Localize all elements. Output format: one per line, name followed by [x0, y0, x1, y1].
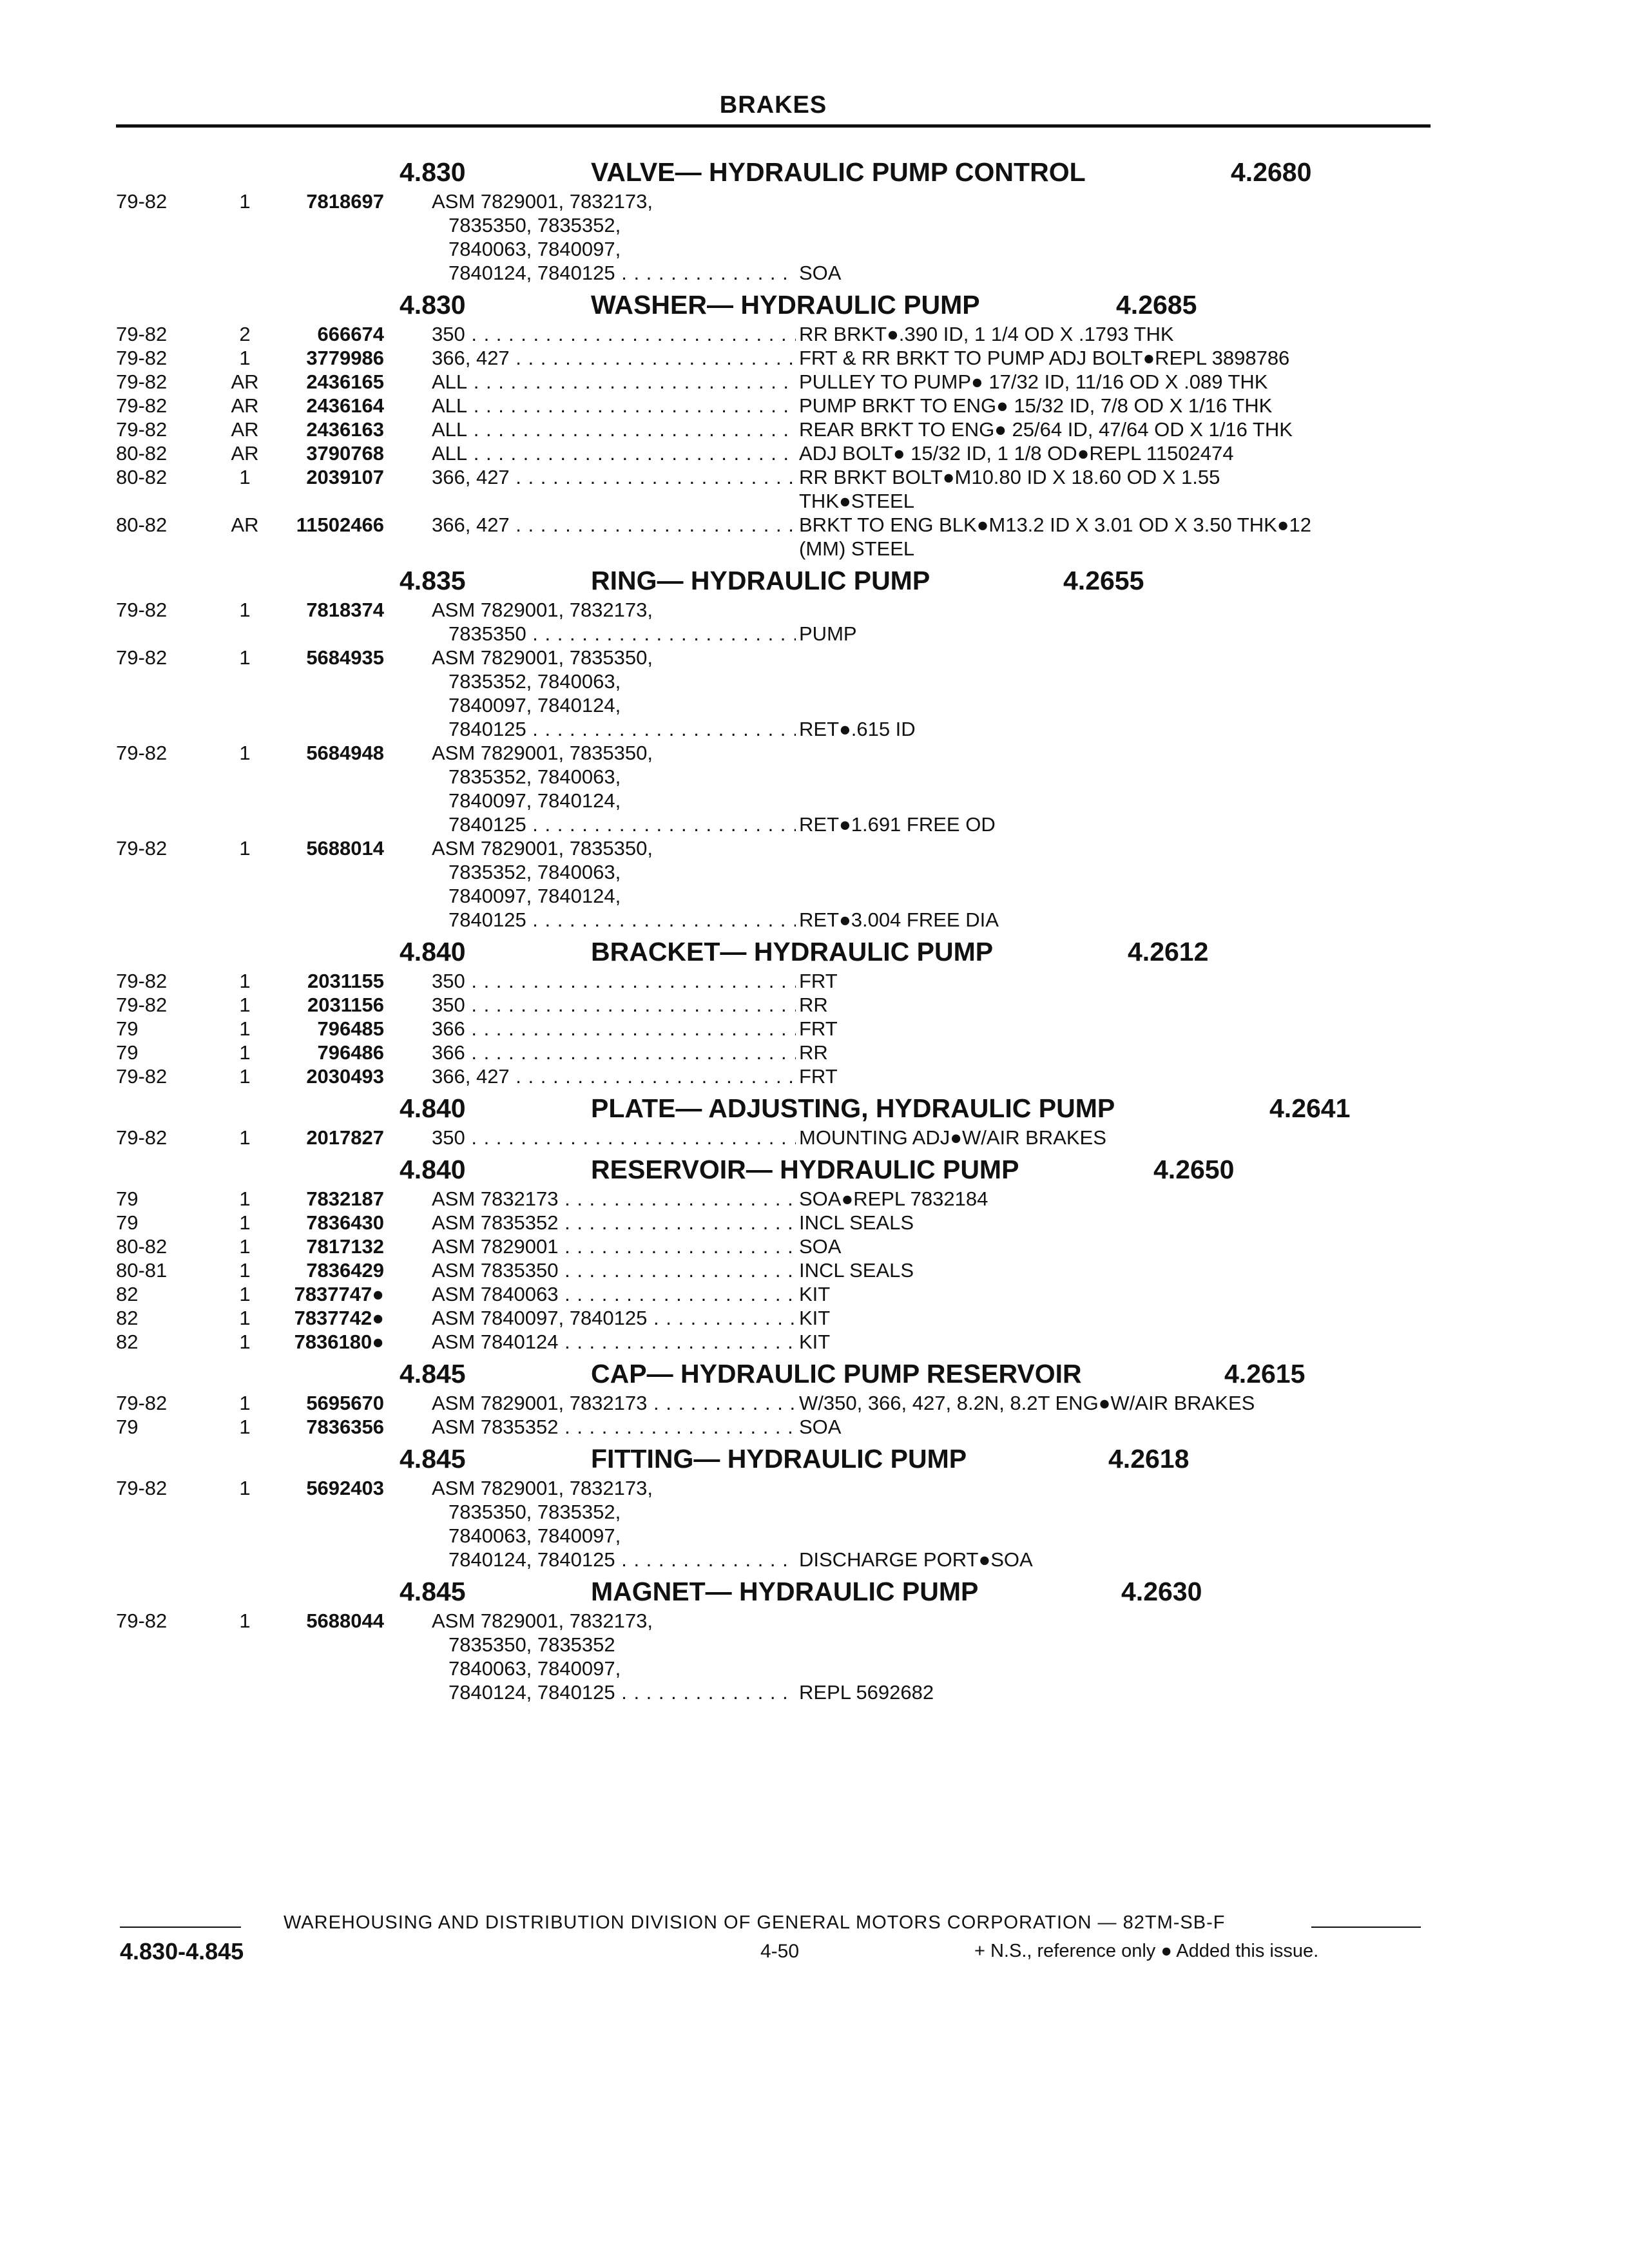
- usage-line: 7840125 . . .: [432, 717, 796, 741]
- model-years: 80-81: [116, 1259, 168, 1282]
- usage-block: [432, 346, 796, 370]
- parts-list: [116, 152, 1456, 1704]
- usage-block: [432, 1126, 796, 1149]
- description: FRT: [799, 1065, 838, 1088]
- usage-line: 7840097, 7840124,: [448, 885, 621, 907]
- usage-block: [432, 598, 796, 646]
- usage-block: [432, 836, 796, 932]
- quantity: 1: [239, 994, 251, 1016]
- part-row: [116, 441, 1456, 465]
- description: RET●.615 ID: [799, 718, 916, 740]
- section-name: CAP— HYDRAULIC PUMP RESERVOIR: [591, 1359, 1082, 1389]
- usage-block: [432, 1211, 796, 1235]
- model-years: 79: [116, 1416, 139, 1438]
- model-years: 79-82: [116, 970, 168, 992]
- usage-line: ASM 7835352 . . .: [432, 1415, 796, 1439]
- part-row: [116, 1258, 1456, 1282]
- model-years: 80-82: [116, 514, 168, 536]
- model-years: 79: [116, 1211, 139, 1234]
- usage-line: 366, 427 . . .: [432, 513, 796, 537]
- part-number: 796486: [317, 1041, 384, 1064]
- quantity: 1: [239, 1211, 251, 1234]
- section-reference: 4.2618: [1108, 1444, 1190, 1474]
- description: SOA●REPL 7832184: [799, 1187, 988, 1210]
- quantity: AR: [231, 442, 259, 465]
- footer-organization: WAREHOUSING AND DISTRIBUTION DIVISION OF GENERAL MOTORS CORPORATION — 82TM-SB-F: [284, 1912, 1226, 1933]
- usage-block: [432, 969, 796, 993]
- usage-line: 366, 427 . . .: [432, 465, 796, 489]
- part-number: 2436165: [306, 370, 384, 393]
- section-code: 4.845: [400, 1359, 466, 1389]
- model-years: 80-82: [116, 442, 168, 465]
- usage-line: 7840125 . . .: [432, 812, 796, 836]
- usage-line: 350 . . .: [432, 993, 796, 1017]
- part-number: 7818697: [306, 190, 384, 213]
- page-title: BRAKES: [719, 91, 827, 119]
- section-name: MAGNET— HYDRAULIC PUMP: [591, 1577, 979, 1606]
- part-number: 5684948: [306, 742, 384, 764]
- usage-line: 7840124, 7840125 . . .: [432, 261, 796, 285]
- part-number: 5695670: [306, 1392, 384, 1414]
- part-row: [116, 1391, 1456, 1415]
- part-row: [116, 1187, 1456, 1211]
- usage-line: 7840097, 7840124,: [448, 789, 621, 812]
- usage-line: 7840063, 7840097,: [448, 1657, 621, 1680]
- usage-line: ASM 7832173 . . .: [432, 1187, 796, 1211]
- model-years: 79-82: [116, 347, 168, 369]
- part-row: [116, 646, 1456, 741]
- description: RR BRKT●.390 ID, 1 1/4 OD X .1793 THK: [799, 323, 1174, 345]
- usage-line: ASM 7835352 . . .: [432, 1211, 796, 1235]
- model-years: 80-82: [116, 1235, 168, 1258]
- part-number: 2436163: [306, 418, 384, 441]
- usage-block: [432, 1064, 796, 1088]
- usage-line: ASM 7829001, 7832173,: [432, 599, 653, 621]
- quantity: 1: [239, 1610, 251, 1632]
- quantity: AR: [231, 394, 259, 417]
- section-header: [116, 290, 1456, 322]
- usage-block: [432, 1017, 796, 1041]
- quantity: 2: [239, 323, 251, 345]
- usage-line: 350 . . .: [432, 322, 796, 346]
- model-years: 82: [116, 1331, 139, 1353]
- section-header: [116, 1155, 1456, 1187]
- part-number: 11502466: [296, 514, 384, 536]
- model-years: 79-82: [116, 646, 168, 669]
- usage-line: ASM 7829001, 7835350,: [432, 742, 653, 764]
- part-row: [116, 1126, 1456, 1149]
- section-header: [116, 1577, 1456, 1609]
- section-name: FITTING— HYDRAULIC PUMP: [591, 1444, 967, 1474]
- part-row: [116, 836, 1456, 932]
- usage-block: [432, 441, 796, 465]
- part-row: [116, 370, 1456, 394]
- section-code: 4.840: [400, 1155, 466, 1184]
- model-years: 79-82: [116, 1392, 168, 1414]
- section-reference: 4.2630: [1121, 1577, 1202, 1606]
- model-years: 79-82: [116, 323, 168, 345]
- part-number: 3790768: [306, 442, 384, 465]
- part-row: [116, 741, 1456, 836]
- description: W/350, 366, 427, 8.2N, 8.2T ENG●W/AIR BRAKES: [799, 1392, 1255, 1414]
- part-number: 3779986: [306, 347, 384, 369]
- section-name: VALVE— HYDRAULIC PUMP CONTROL: [591, 157, 1086, 187]
- usage-block: [432, 1609, 796, 1704]
- description: RR BRKT BOLT●M10.80 ID X 18.60 OD X 1.55 THK●STEEL: [799, 466, 1220, 512]
- model-years: 79-82: [116, 1065, 168, 1088]
- part-number: 7832187: [306, 1187, 384, 1210]
- part-number: 796485: [317, 1017, 384, 1040]
- part-row: [116, 394, 1456, 418]
- description: RR: [799, 1041, 828, 1064]
- usage-block: [432, 322, 796, 346]
- part-row: [116, 1476, 1456, 1571]
- usage-block: [432, 1041, 796, 1064]
- usage-line: 7835352, 7840063,: [448, 670, 621, 693]
- description: KIT: [799, 1331, 831, 1353]
- usage-line: 7840097, 7840124,: [448, 694, 621, 716]
- model-years: 79-82: [116, 994, 168, 1016]
- part-number: 5688014: [306, 837, 384, 860]
- section-code: 4.845: [400, 1577, 466, 1606]
- part-number: 2436164: [306, 394, 384, 417]
- footer-rule-left: [120, 1927, 241, 1928]
- description: KIT: [799, 1283, 831, 1305]
- quantity: 1: [239, 1283, 251, 1305]
- part-row: [116, 465, 1456, 513]
- model-years: 79-82: [116, 418, 168, 441]
- section-reference: 4.2685: [1116, 290, 1197, 320]
- part-number: 7817132: [306, 1235, 384, 1258]
- usage-line: 7840063, 7840097,: [448, 1524, 621, 1547]
- usage-line: 366 . . .: [432, 1041, 796, 1064]
- usage-block: [432, 418, 796, 441]
- model-years: 79-82: [116, 1477, 168, 1499]
- model-years: 79: [116, 1187, 139, 1210]
- part-row: [116, 598, 1456, 646]
- part-row: [116, 322, 1456, 346]
- quantity: 1: [239, 1041, 251, 1064]
- description: FRT & RR BRKT TO PUMP ADJ BOLT●REPL 3898786: [799, 347, 1290, 369]
- part-number: 666674: [317, 323, 384, 345]
- quantity: 1: [239, 970, 251, 992]
- usage-line: ASM 7840124 . . .: [432, 1330, 796, 1354]
- usage-line: ASM 7840063 . . .: [432, 1282, 796, 1306]
- quantity: 1: [239, 1017, 251, 1040]
- quantity: 1: [239, 1259, 251, 1282]
- usage-block: [432, 189, 796, 285]
- quantity: AR: [231, 418, 259, 441]
- quantity: 1: [239, 1065, 251, 1088]
- usage-block: [432, 1282, 796, 1306]
- part-number: 7837747●: [294, 1283, 384, 1305]
- quantity: AR: [231, 370, 259, 393]
- model-years: 79: [116, 1017, 139, 1040]
- part-number: 7836429: [306, 1259, 384, 1282]
- section-code: 4.835: [400, 566, 466, 595]
- description: INCL SEALS: [799, 1211, 914, 1234]
- section-code: 4.840: [400, 937, 466, 966]
- part-number: 7836430: [306, 1211, 384, 1234]
- section-reference: 4.2680: [1231, 157, 1312, 187]
- section-code: 4.845: [400, 1444, 466, 1474]
- usage-line: 7835350, 7835352,: [448, 1501, 621, 1523]
- quantity: 1: [239, 1392, 251, 1414]
- section-code: 4.830: [400, 290, 466, 320]
- usage-line: 7835352, 7840063,: [448, 765, 621, 788]
- part-number: 2039107: [306, 466, 384, 488]
- usage-line: 7840124, 7840125 . . .: [432, 1548, 796, 1571]
- section-reference: 4.2641: [1269, 1093, 1351, 1123]
- quantity: 1: [239, 1187, 251, 1210]
- quantity: AR: [231, 514, 259, 536]
- usage-block: [432, 1306, 796, 1330]
- model-years: 79: [116, 1041, 139, 1064]
- usage-line: ASM 7829001, 7832173 . . .: [432, 1391, 796, 1415]
- usage-block: [432, 993, 796, 1017]
- model-years: 79-82: [116, 394, 168, 417]
- section-name: WASHER— HYDRAULIC PUMP: [591, 290, 980, 320]
- quantity: 1: [239, 1331, 251, 1353]
- quantity: 1: [239, 1416, 251, 1438]
- section-name: PLATE— ADJUSTING, HYDRAULIC PUMP: [591, 1093, 1115, 1123]
- description: RET●1.691 FREE OD: [799, 813, 996, 836]
- section-name: RING— HYDRAULIC PUMP: [591, 566, 930, 595]
- usage-line: 366, 427 . . .: [432, 346, 796, 370]
- section-reference: 4.2650: [1153, 1155, 1235, 1184]
- part-number: 2030493: [306, 1065, 384, 1088]
- quantity: 1: [239, 347, 251, 369]
- part-row: [116, 1041, 1456, 1064]
- description: REPL 5692682: [799, 1681, 934, 1704]
- model-years: 82: [116, 1307, 139, 1329]
- usage-line: ASM 7829001, 7835350,: [432, 646, 653, 669]
- section-header: [116, 157, 1456, 189]
- usage-line: ASM 7829001, 7835350,: [432, 837, 653, 860]
- part-number: 7836180●: [294, 1331, 384, 1353]
- model-years: 79-82: [116, 599, 168, 621]
- description: ADJ BOLT● 15/32 ID, 1 1/8 OD●REPL 11502474: [799, 442, 1234, 465]
- usage-line: 7835350, 7835352,: [448, 214, 621, 236]
- usage-line: 366 . . .: [432, 1017, 796, 1041]
- usage-block: [432, 1235, 796, 1258]
- section-name: RESERVOIR— HYDRAULIC PUMP: [591, 1155, 1019, 1184]
- usage-block: [432, 1415, 796, 1439]
- usage-line: 350 . . .: [432, 969, 796, 993]
- description: SOA: [799, 1416, 842, 1438]
- part-number: 7818374: [306, 599, 384, 621]
- description: MOUNTING ADJ●W/AIR BRAKES: [799, 1126, 1106, 1149]
- description: BRKT TO ENG BLK●M13.2 ID X 3.01 OD X 3.50 THK●12 (MM) STEEL: [799, 514, 1311, 560]
- usage-line: ALL . . .: [432, 418, 796, 441]
- part-number: 5684935: [306, 646, 384, 669]
- description: PUMP: [799, 622, 857, 645]
- model-years: 79-82: [116, 190, 168, 213]
- usage-line: 7840124, 7840125 . . .: [432, 1680, 796, 1704]
- usage-line: 7835350 . . .: [432, 622, 796, 646]
- usage-line: 7835352, 7840063,: [448, 861, 621, 883]
- footer-legend: + N.S., reference only ● Added this issue.: [974, 1941, 1319, 1961]
- part-row: [116, 1064, 1456, 1088]
- section-code: 4.840: [400, 1093, 466, 1123]
- section-header: [116, 1093, 1456, 1126]
- description: SOA: [799, 1235, 842, 1258]
- usage-line: ASM 7829001 . . .: [432, 1235, 796, 1258]
- description: KIT: [799, 1307, 831, 1329]
- part-row: [116, 1415, 1456, 1439]
- usage-block: [432, 646, 796, 741]
- part-row: [116, 969, 1456, 993]
- quantity: 1: [239, 1126, 251, 1149]
- usage-block: [432, 370, 796, 394]
- quantity: 1: [239, 1235, 251, 1258]
- usage-line: 7840063, 7840097,: [448, 238, 621, 260]
- usage-block: [432, 513, 796, 537]
- section-header: [116, 1359, 1456, 1391]
- usage-block: [432, 1391, 796, 1415]
- quantity: 1: [239, 466, 251, 488]
- model-years: 79-82: [116, 1126, 168, 1149]
- model-years: 79-82: [116, 837, 168, 860]
- model-years: 79-82: [116, 1610, 168, 1632]
- description: RET●3.004 FREE DIA: [799, 908, 999, 931]
- part-row: [116, 418, 1456, 441]
- usage-line: ASM 7829001, 7832173,: [432, 190, 653, 213]
- usage-block: [432, 394, 796, 418]
- quantity: 1: [239, 646, 251, 669]
- model-years: 82: [116, 1283, 139, 1305]
- usage-block: [432, 1476, 796, 1571]
- section-header: [116, 566, 1456, 598]
- description: DISCHARGE PORT●SOA: [799, 1548, 1033, 1571]
- usage-block: [432, 1258, 796, 1282]
- part-number: 5688044: [306, 1610, 384, 1632]
- header-rule: [116, 124, 1431, 128]
- quantity: 1: [239, 599, 251, 621]
- section-reference: 4.2615: [1224, 1359, 1306, 1389]
- model-years: 79-82: [116, 370, 168, 393]
- section-header: [116, 937, 1456, 969]
- footer-section-range: 4.830-4.845: [120, 1938, 244, 1965]
- description: FRT: [799, 970, 838, 992]
- usage-line: 7840125 . . .: [432, 908, 796, 932]
- part-number: 2031155: [307, 970, 384, 992]
- section-reference: 4.2655: [1063, 566, 1144, 595]
- part-row: [116, 1609, 1456, 1704]
- part-row: [116, 1235, 1456, 1258]
- part-number: 7836356: [306, 1416, 384, 1438]
- model-years: 79-82: [116, 742, 168, 764]
- usage-line: ASM 7829001, 7832173,: [432, 1477, 653, 1499]
- quantity: 1: [239, 742, 251, 764]
- description: REAR BRKT TO ENG● 25/64 ID, 47/64 OD X 1/16 THK: [799, 418, 1293, 441]
- quantity: 1: [239, 1477, 251, 1499]
- part-row: [116, 993, 1456, 1017]
- quantity: 1: [239, 837, 251, 860]
- description: INCL SEALS: [799, 1259, 914, 1282]
- usage-line: 7835350, 7835352: [448, 1633, 615, 1656]
- description: PUMP BRKT TO ENG● 15/32 ID, 7/8 OD X 1/16 THK: [799, 394, 1273, 417]
- part-number: 7837742●: [294, 1307, 384, 1329]
- usage-block: [432, 741, 796, 836]
- section-code: 4.830: [400, 157, 466, 187]
- section-header: [116, 1444, 1456, 1476]
- part-row: [116, 346, 1456, 370]
- footer-rule-right: [1311, 1927, 1421, 1928]
- part-row: [116, 1330, 1456, 1354]
- description: RR: [799, 994, 828, 1016]
- description: PULLEY TO PUMP● 17/32 ID, 11/16 OD X .089 THK: [799, 370, 1268, 393]
- section-name: BRACKET— HYDRAULIC PUMP: [591, 937, 994, 966]
- usage-line: ASM 7829001, 7832173,: [432, 1610, 653, 1632]
- section-reference: 4.2612: [1128, 937, 1209, 966]
- page-number: 4-50: [760, 1941, 800, 1962]
- part-row: [116, 1306, 1456, 1330]
- part-row: [116, 513, 1456, 561]
- description: SOA: [799, 262, 842, 284]
- usage-line: ASM 7835350 . . .: [432, 1258, 796, 1282]
- part-number: 5692403: [306, 1477, 384, 1499]
- part-number: 2017827: [306, 1126, 384, 1149]
- usage-line: ALL . . .: [432, 394, 796, 418]
- usage-block: [432, 465, 796, 489]
- usage-line: ALL . . .: [432, 370, 796, 394]
- usage-block: [432, 1330, 796, 1354]
- part-row: [116, 1017, 1456, 1041]
- part-row: [116, 189, 1456, 285]
- part-row: [116, 1282, 1456, 1306]
- description: FRT: [799, 1017, 838, 1040]
- usage-line: 366, 427 . . .: [432, 1064, 796, 1088]
- usage-line: ALL . . .: [432, 441, 796, 465]
- quantity: 1: [239, 1307, 251, 1329]
- quantity: 1: [239, 190, 251, 213]
- part-row: [116, 1211, 1456, 1235]
- usage-line: 350 . . .: [432, 1126, 796, 1149]
- part-number: 2031156: [307, 994, 384, 1016]
- usage-block: [432, 1187, 796, 1211]
- usage-line: ASM 7840097, 7840125 . . .: [432, 1306, 796, 1330]
- model-years: 80-82: [116, 466, 168, 488]
